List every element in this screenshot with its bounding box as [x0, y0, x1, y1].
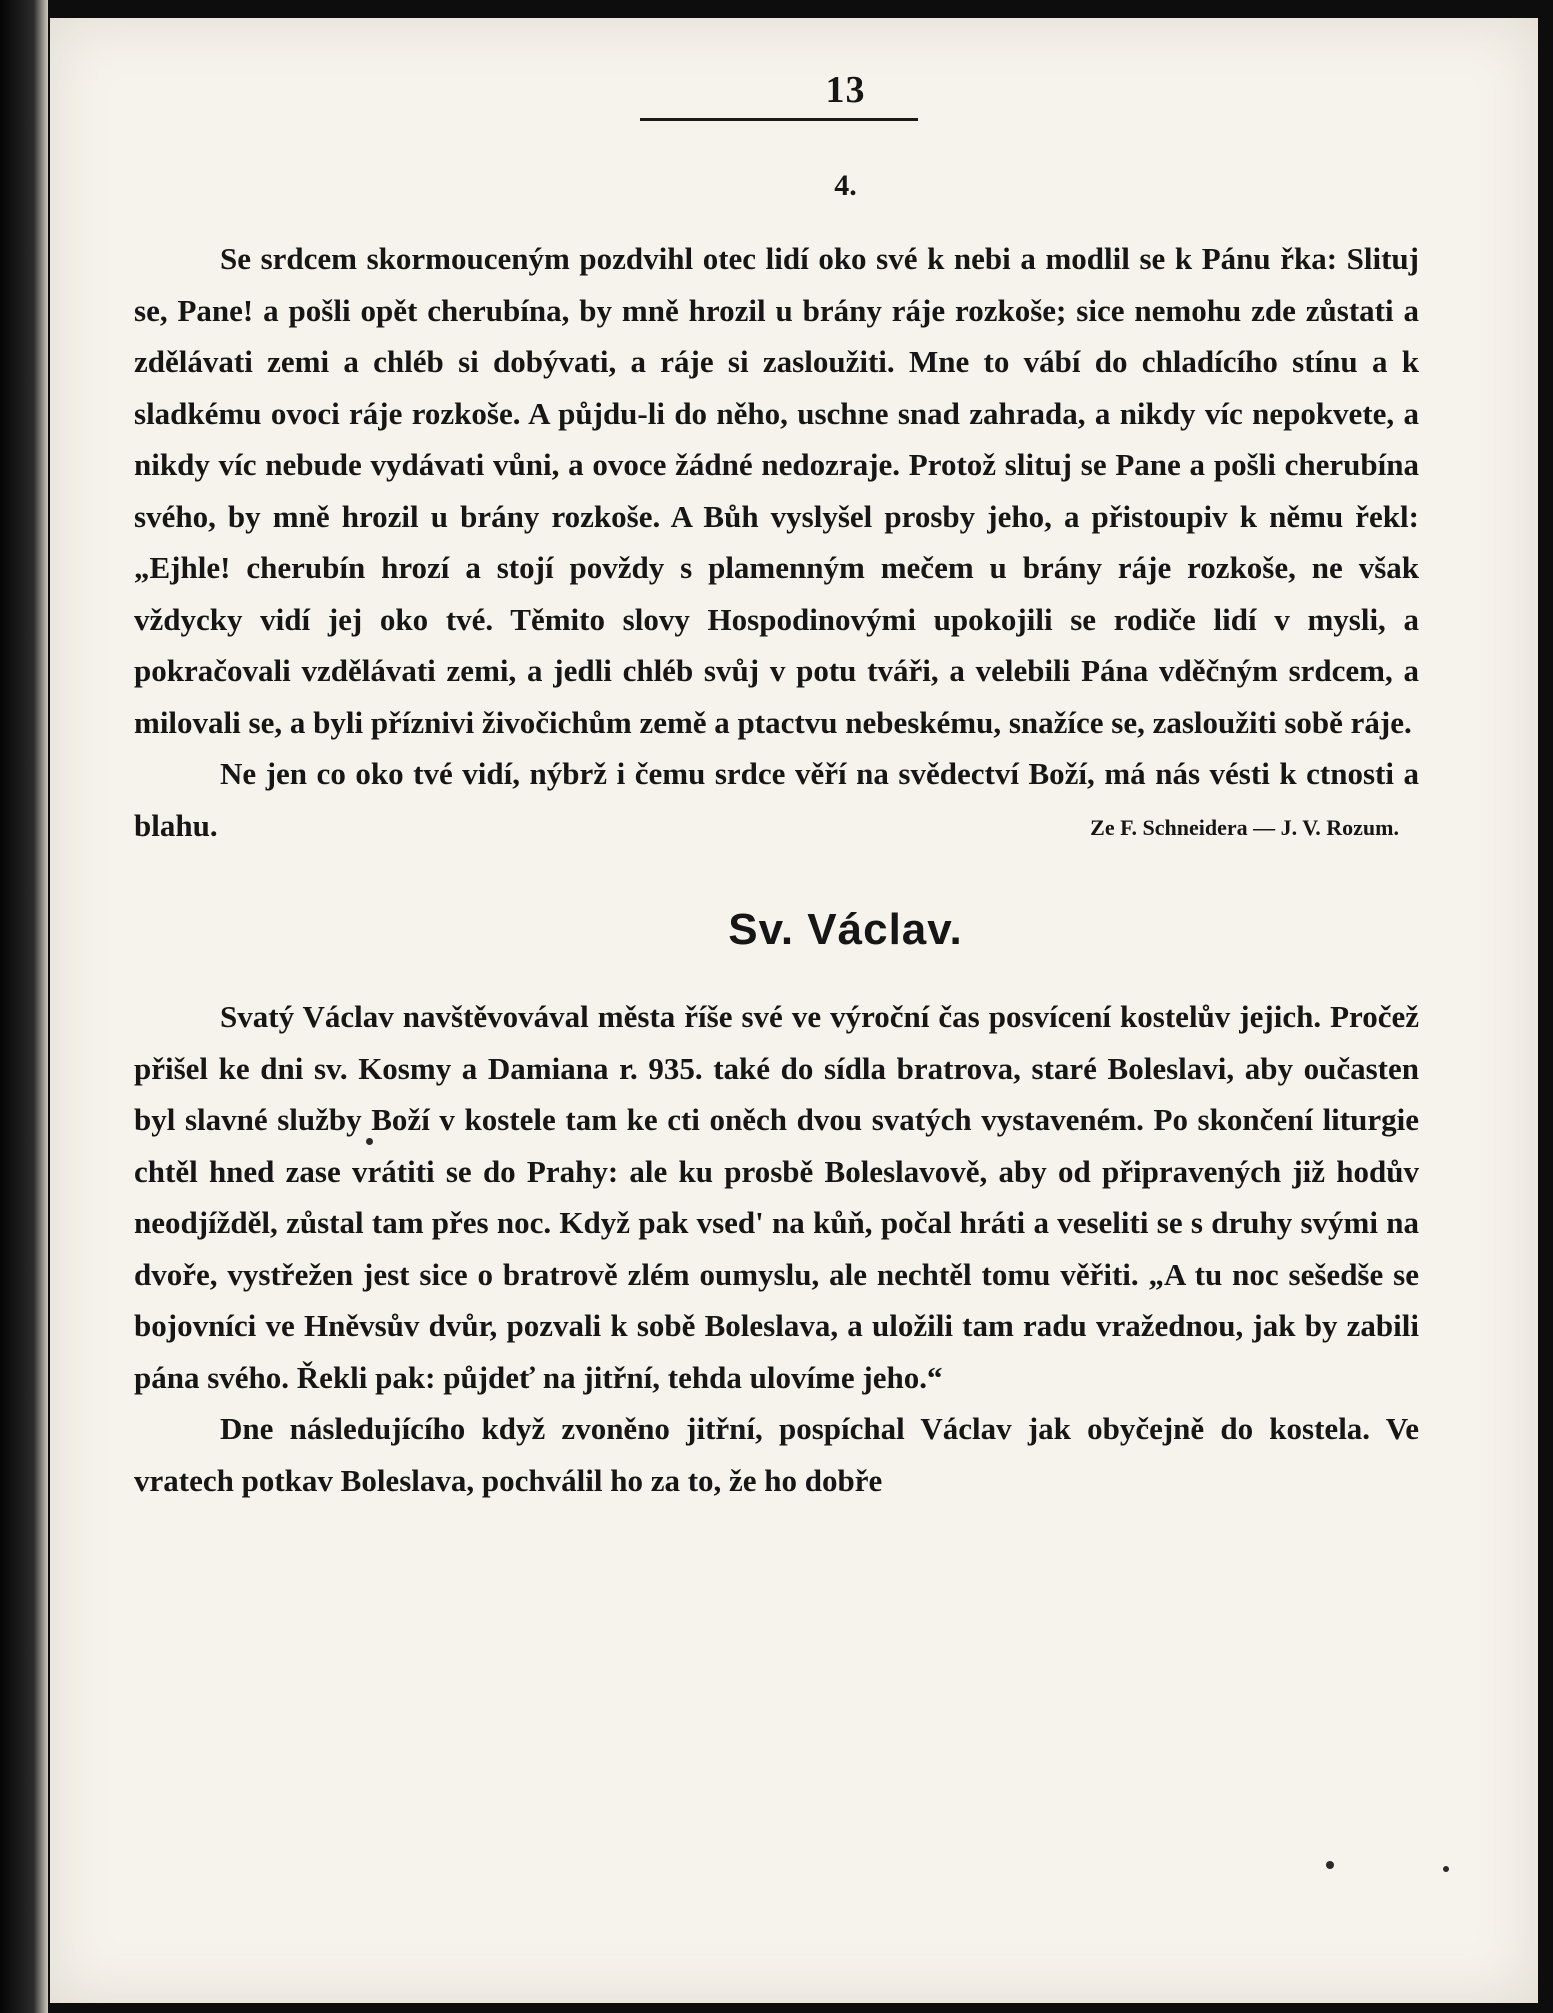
- story-paragraph-2: Ne jen co oko tvé vidí, nýbrž i čemu srdce věří na svědectví Boží, má nás vésti k ctnosti a blahu.: [134, 756, 1419, 843]
- story-paragraph-1: Se srdcem skormouceným pozdvihl otec lidí oko své k nebi a modlil se k Pánu řka: Slituj se, Pane! a pošli opět cherubína, by mně hrozil u brány ráje rozkoše; sice nemohu zde zůstati a zdělávati zemi a chléb si dobývati, a ráje si zasloužiti. Mne to vábí do chladícího stínu a k sladkému ovoci ráje rozkoše. A půjdu-li do něho, uschne snad zahrada, a nikdy víc nepokvete, a nikdy víc nebude vydávati vůni, a ovoce žádné nedozraje. Protož slituj se Pane a pošli cherubína svého, by mně hrozil u brány rozkoše. A Bůh vyslyšel prosby jeho, a přistoupiv k němu řekl: „Ejhle! cherubín hrozí a stojí povždy s plamenným mečem u brány ráje rozkoše, ne však vždycky vidí jej oko tvé. Těmito slovy Hospodinovými upokojili se rodiče lidí v mysli, a pokračovali vzdělávati zemi, a jedli chléb svůj v potu tváři, a velebili Pána vděčným srdcem, a milovali se, a byli příznivi živočichům země a ptactvu nebeskému, snažíce se, zasloužiti sobě ráje.: [134, 241, 1419, 740]
- print-speck: [366, 1138, 373, 1145]
- print-speck: [1326, 1861, 1334, 1869]
- page-number: 13: [825, 69, 866, 111]
- print-speck: [1443, 1866, 1449, 1872]
- book-page: [50, 18, 1538, 2003]
- book-binding-edge: [0, 0, 48, 2013]
- page-number-rule: [640, 118, 918, 121]
- article-paragraph-2: Dne následujícího když zvoněno jitřní, pospíchal Václav jak obyčejně do kostela. Ve vratech potkav Boleslava, pochválil ho za to, že ho dobře: [134, 1411, 1419, 1498]
- story-attribution: Ze F. Schneidera — J. V. Rozum.: [1090, 815, 1399, 840]
- article-paragraph-1: Svatý Václav navštěvovával města říše své ve výroční čas posvícení kostelův jejich. Pročež přišel ke dni sv. Kosmy a Damiana r. 935. také do sídla bratrova, staré Boleslavi, aby oučasten byl slavné služby Boží v kostele tam ke cti oněch dvou svatých vystaveném. Po skončení liturgie chtěl hned zase vrátiti se do Prahy: ale ku prosbě Boleslavově, aby od připravených již hodův neodjížděl, zůstal tam přes noc. Když pak vsed' na kůň, počal hráti a veseliti se s druhy svými na dvoře, vystřežen jest sice o bratrově zlém oumyslu, ale nechtěl tomu věřiti. „A tu noc sešedše se bojovníci ve Hněvsův dvůr, pozvali k sobě Boleslava, a uložili tam radu vražednou, jak by zabili pána svého. Řekli pak: půjdeť na jitřní, tehda ulovíme jeho.“: [134, 999, 1419, 1395]
- page-content: [134, 68, 1419, 1506]
- section-number: 4.: [834, 169, 857, 202]
- article-title: Sv. Václav.: [728, 905, 963, 954]
